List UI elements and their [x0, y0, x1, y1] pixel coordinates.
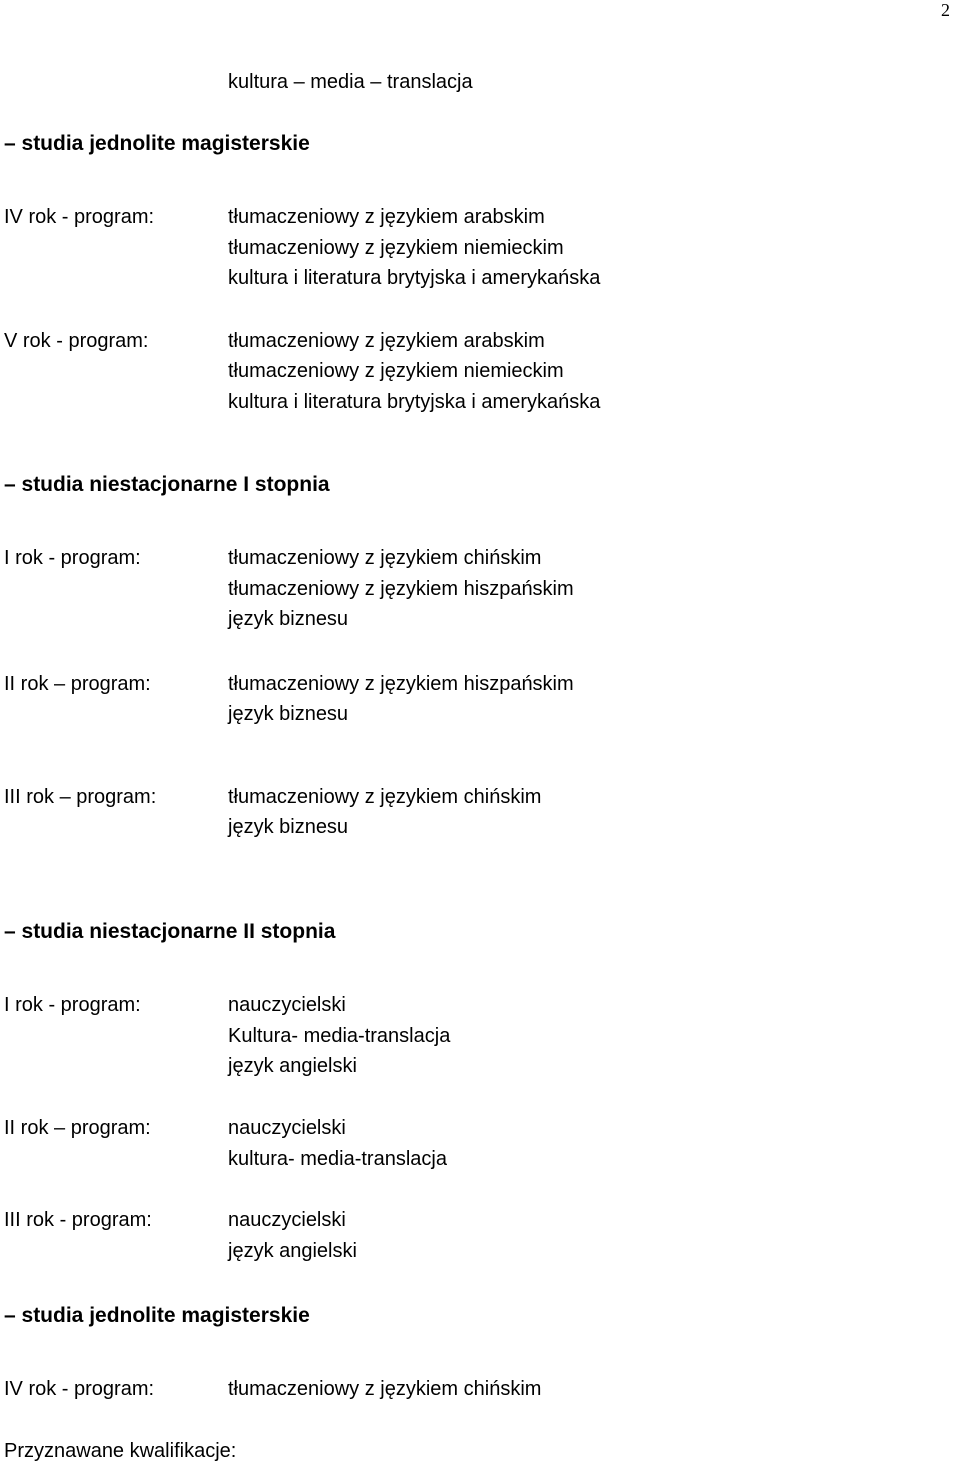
program-item: nauczycielski	[228, 1117, 346, 1139]
program-item: język biznesu	[228, 608, 349, 630]
program-item: kultura i literatura brytyjska i amerykańska	[228, 267, 601, 289]
row-label: I rok - program:	[4, 547, 141, 569]
program-item: tłumaczeniowy z językiem hiszpańskim	[228, 578, 574, 600]
program-item: język angielski	[228, 1055, 357, 1077]
program-item: język angielski	[228, 1240, 357, 1262]
program-item: tłumaczeniowy z językiem chińskim	[228, 1378, 542, 1400]
section-heading: – studia niestacjonarne I stopnia	[4, 473, 330, 496]
intro-line: kultura – media – translacja	[228, 71, 473, 93]
program-item: tłumaczeniowy z językiem arabskim	[228, 330, 545, 352]
row-label: I rok - program:	[4, 994, 141, 1016]
program-item: kultura- media-translacja	[228, 1148, 447, 1170]
row-label: V rok - program:	[4, 330, 149, 352]
program-item: język biznesu	[228, 816, 349, 838]
program-item: tłumaczeniowy z językiem arabskim	[228, 206, 545, 228]
row-label: IV rok - program:	[4, 1378, 155, 1400]
row-label: III rok - program:	[4, 1209, 152, 1231]
program-item: język biznesu	[228, 703, 349, 725]
section-heading: – studia niestacjonarne II stopnia	[4, 920, 336, 943]
program-item: tłumaczeniowy z językiem niemieckim	[228, 360, 564, 382]
section-heading: – studia jednolite magisterskie	[4, 1304, 310, 1327]
row-label: III rok – program:	[4, 786, 157, 808]
row-label: II rok – program:	[4, 673, 151, 695]
program-item: nauczycielski	[228, 994, 346, 1016]
page-number: 2	[941, 0, 950, 20]
qualifications-label: Przyznawane kwalifikacje:	[4, 1440, 237, 1462]
program-item: Kultura- media-translacja	[228, 1025, 451, 1047]
program-item: tłumaczeniowy z językiem hiszpańskim	[228, 673, 574, 695]
program-item: tłumaczeniowy z językiem niemieckim	[228, 237, 564, 259]
program-item: nauczycielski	[228, 1209, 346, 1231]
section-heading: – studia jednolite magisterskie	[4, 132, 310, 155]
program-item: kultura i literatura brytyjska i amerykańska	[228, 391, 601, 413]
row-label: IV rok - program:	[4, 206, 155, 228]
program-item: tłumaczeniowy z językiem chińskim	[228, 547, 542, 569]
row-label: II rok – program:	[4, 1117, 151, 1139]
program-item: tłumaczeniowy z językiem chińskim	[228, 786, 542, 808]
